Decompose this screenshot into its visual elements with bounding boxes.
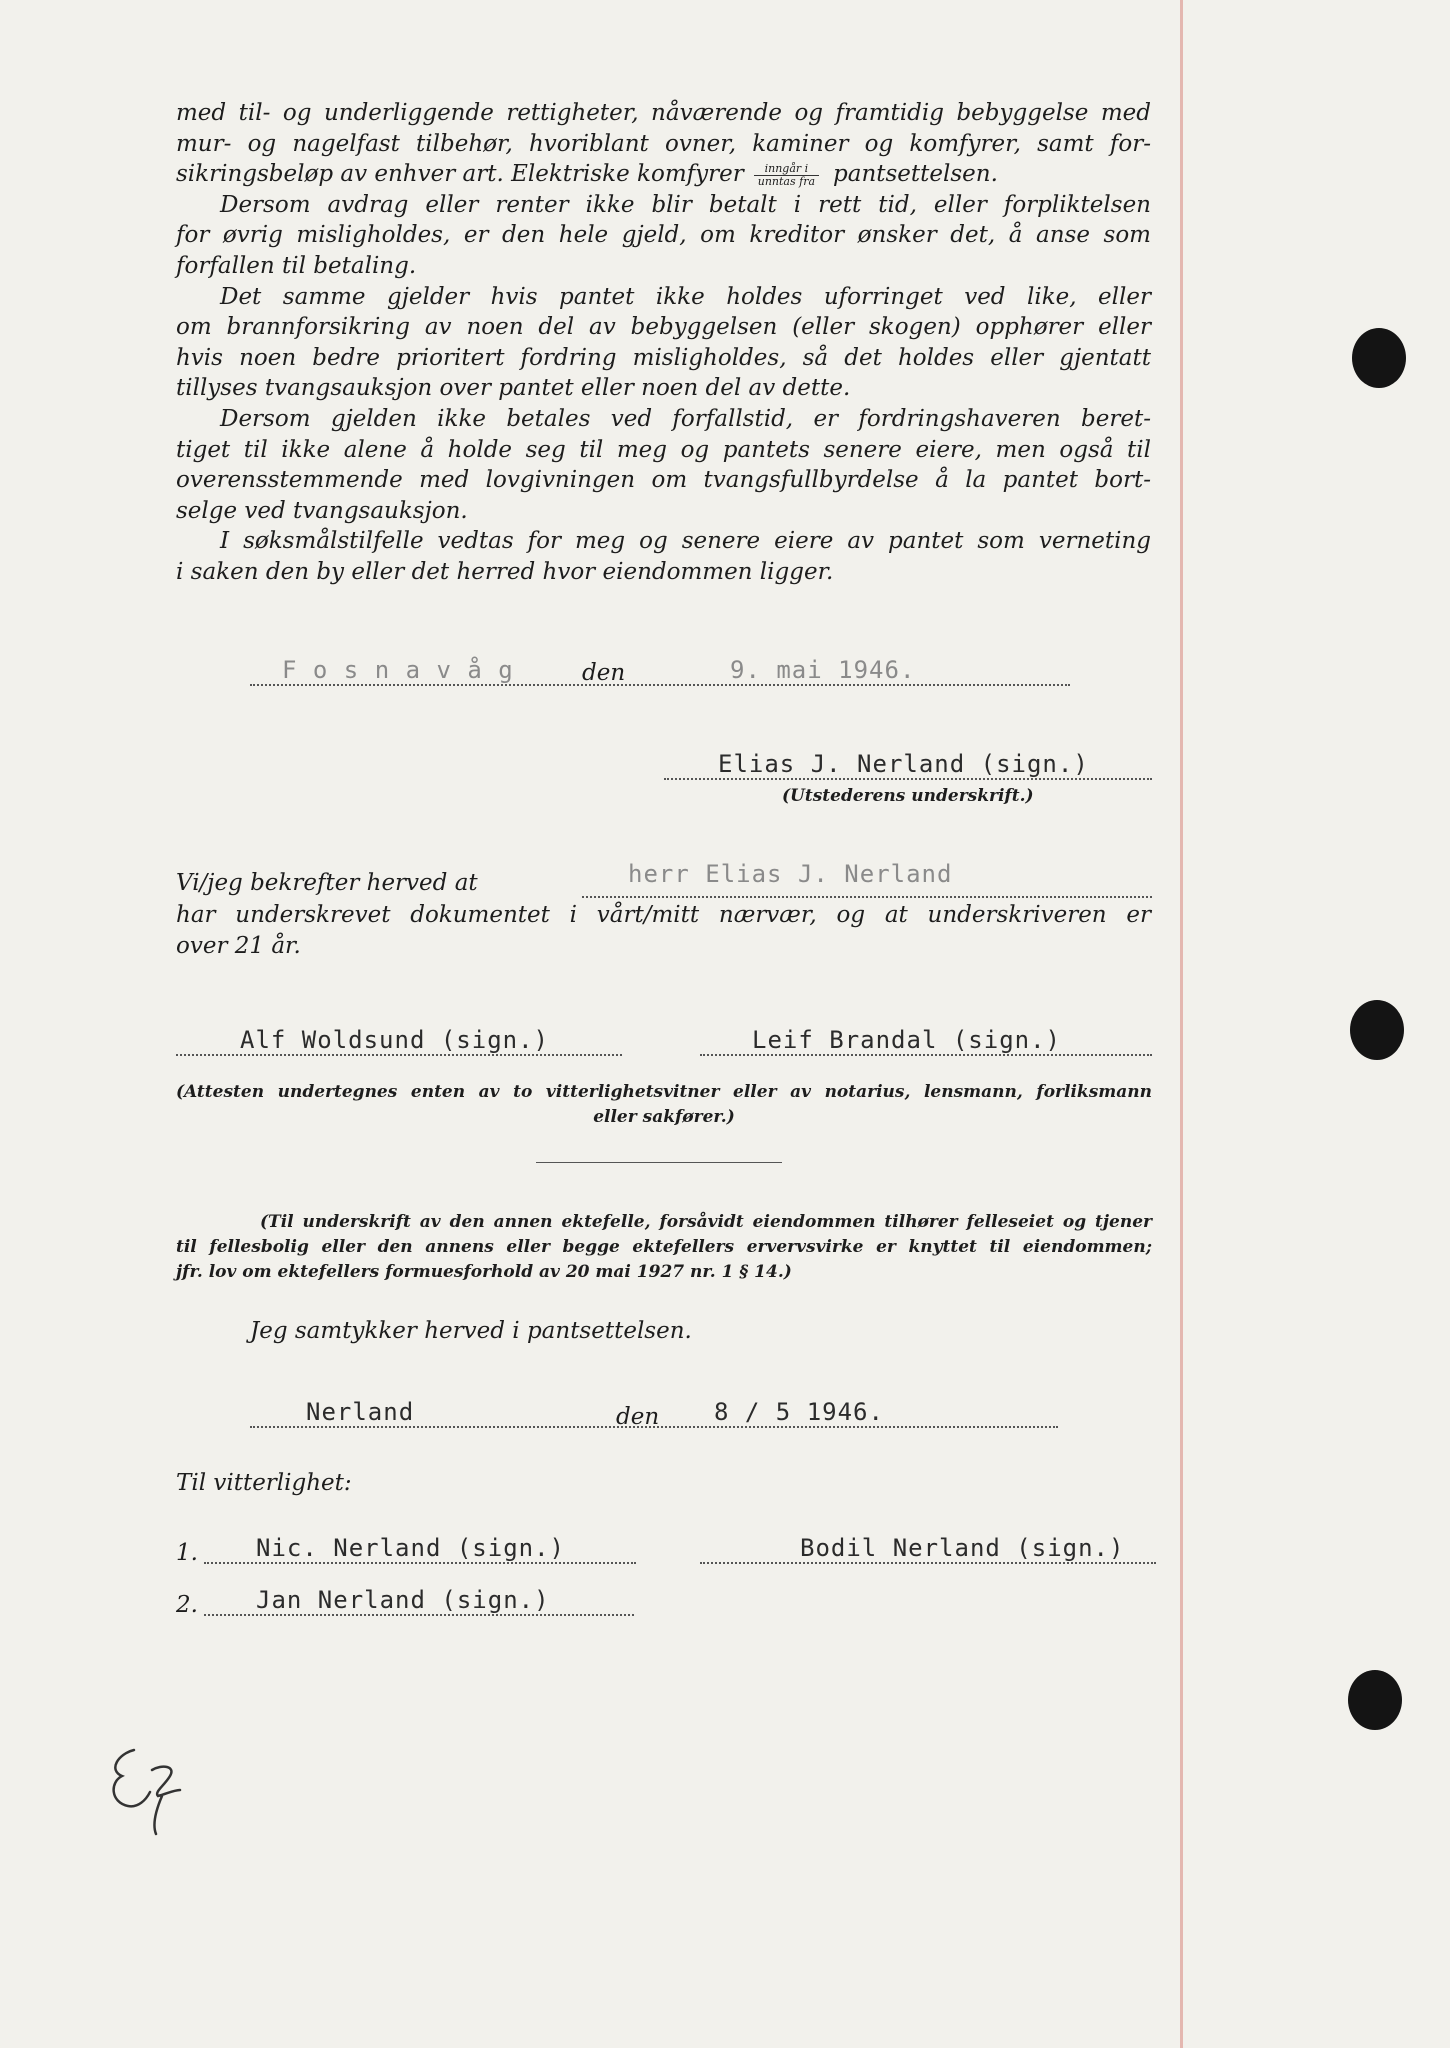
witness-number: 1.: [176, 1540, 198, 1566]
note-line: jfr. lov om ektefellers formuesforhold av 20 mai 1927 nr. 1 § 14.): [176, 1262, 792, 1282]
issue-date: 9. mai 1946.: [730, 656, 916, 684]
witness-dotted-line: [700, 1562, 1156, 1564]
consent-witness-1-signature: Nic. Nerland (sign.): [256, 1534, 565, 1562]
consent-text: Jeg samtykker herved i pantsettelsen.: [250, 1318, 692, 1344]
text-line: om brannforsikring av noen del av bebyggelsen (eller skogen) opphører eller: [176, 314, 1151, 341]
text-segment: sikringsbeløp av enhver art. Elektriske komfyrer: [176, 161, 744, 188]
punch-hole: [1348, 1670, 1402, 1730]
handwritten-initials: [100, 1730, 200, 1840]
witness-dotted-line: [700, 1054, 1152, 1056]
attest-note: [176, 1080, 1152, 1130]
attest-text: [176, 900, 1151, 961]
witness-heading: Til vitterlighet:: [176, 1470, 352, 1496]
punch-hole: [1352, 328, 1406, 388]
text-segment: pantsettelsen.: [833, 161, 998, 188]
note-line: til fellesbolig eller den annens eller begge ektefellers ervervsvirke er knyttet til eiendommen;: [176, 1237, 1152, 1257]
text-line: overensstemmende med lovgivningen om tvangsfullbyrdelse å la pantet bort-: [176, 467, 1151, 494]
attest-lead: Vi/jeg bekrefter herved at: [176, 870, 478, 896]
text-line: Det samme gjelder hvis pantet ikke holdes uforringet ved like, eller: [220, 283, 1151, 310]
consent-date: 8 / 5 1946.: [714, 1398, 884, 1426]
fraction-bottom: unntas fra: [757, 174, 816, 188]
punch-hole: [1350, 1000, 1404, 1060]
attest-name: herr Elias J. Nerland: [628, 860, 953, 888]
note-line: (Attesten undertegnes enten av to vitterlighetsvitner eller av notarius, lensmann, forliksmann: [176, 1082, 1152, 1102]
included-excluded-fraction: [754, 163, 819, 188]
witness-dotted-line: [204, 1562, 636, 1564]
issuer-caption: (Utstederens underskrift.): [782, 786, 1034, 806]
text-line: selge ved tvangsauksjon.: [176, 497, 468, 524]
consent-place: Nerland: [306, 1398, 415, 1426]
consent-witness-2-signature: Jan Nerland (sign.): [256, 1586, 550, 1614]
text-line: over 21 år.: [176, 932, 301, 959]
den-label: den: [582, 660, 626, 686]
witness-number: 2.: [176, 1592, 198, 1618]
text-line: Dersom avdrag eller renter ikke blir betalt i rett tid, eller forpliktelsen: [220, 191, 1151, 218]
note-line: eller sakfører.): [593, 1107, 735, 1127]
issue-place: F o s n a v å g: [282, 656, 514, 684]
signature-dotted-line: [664, 778, 1152, 780]
text-line: for øvrig misligholdes, er den hele gjeld, om kreditor ønsker det, å anse som: [176, 222, 1151, 249]
witness-2-signature: Leif Brandal (sign.): [752, 1026, 1061, 1054]
text-line: I søksmålstilfelle vedtas for meg og senere eiere av pantet som verneting: [220, 528, 1151, 555]
witness-dotted-line: [176, 1054, 622, 1056]
consent-spouse-signature: Bodil Nerland (sign.): [800, 1534, 1125, 1562]
note-line: (Til underskrift av den annen ektefelle, forsåvidt eiendommen tilhører felleseiet og tjener: [260, 1212, 1152, 1232]
issuer-signature: Elias J. Nerland (sign.): [718, 750, 1089, 778]
section-divider: [536, 1162, 782, 1163]
mortgage-terms-text: [176, 98, 1151, 588]
text-line: med til- og underliggende rettigheter, nåværende og framtidig bebyggelse med: [176, 100, 1151, 126]
text-line: tiget til ikke alene å holde seg til meg og pantets senere eiere, men også til: [176, 436, 1151, 463]
text-line: [176, 159, 1151, 190]
witness-dotted-line: [204, 1614, 634, 1616]
text-line: tillyses tvangsauksjon over pantet eller noen del av dette.: [176, 375, 851, 402]
margin-line: [1180, 0, 1183, 2048]
attest-dotted-line: [582, 896, 1152, 898]
text-line: forfallen til betaling.: [176, 252, 417, 279]
witness-1-signature: Alf Woldsund (sign.): [240, 1026, 549, 1054]
text-line: mur- og nagelfast tilbehør, hvoriblant ovner, kaminer og komfyrer, samt for-: [176, 130, 1151, 157]
fraction-top: inngår i: [754, 163, 819, 176]
spouse-note: [176, 1210, 1152, 1285]
text-line: har underskrevet dokumentet i vårt/mitt nærvær, og at underskriveren er: [176, 902, 1151, 928]
den-label: den: [616, 1404, 660, 1430]
date-dotted-line: [250, 684, 1070, 686]
text-line: hvis noen bedre prioritert fordring misligholdes, så det holdes eller gjentatt: [176, 344, 1151, 371]
text-line: Dersom gjelden ikke betales ved forfallstid, er fordringshaveren beret-: [220, 405, 1151, 432]
text-line: i saken den by eller det herred hvor eiendommen ligger.: [176, 558, 834, 585]
